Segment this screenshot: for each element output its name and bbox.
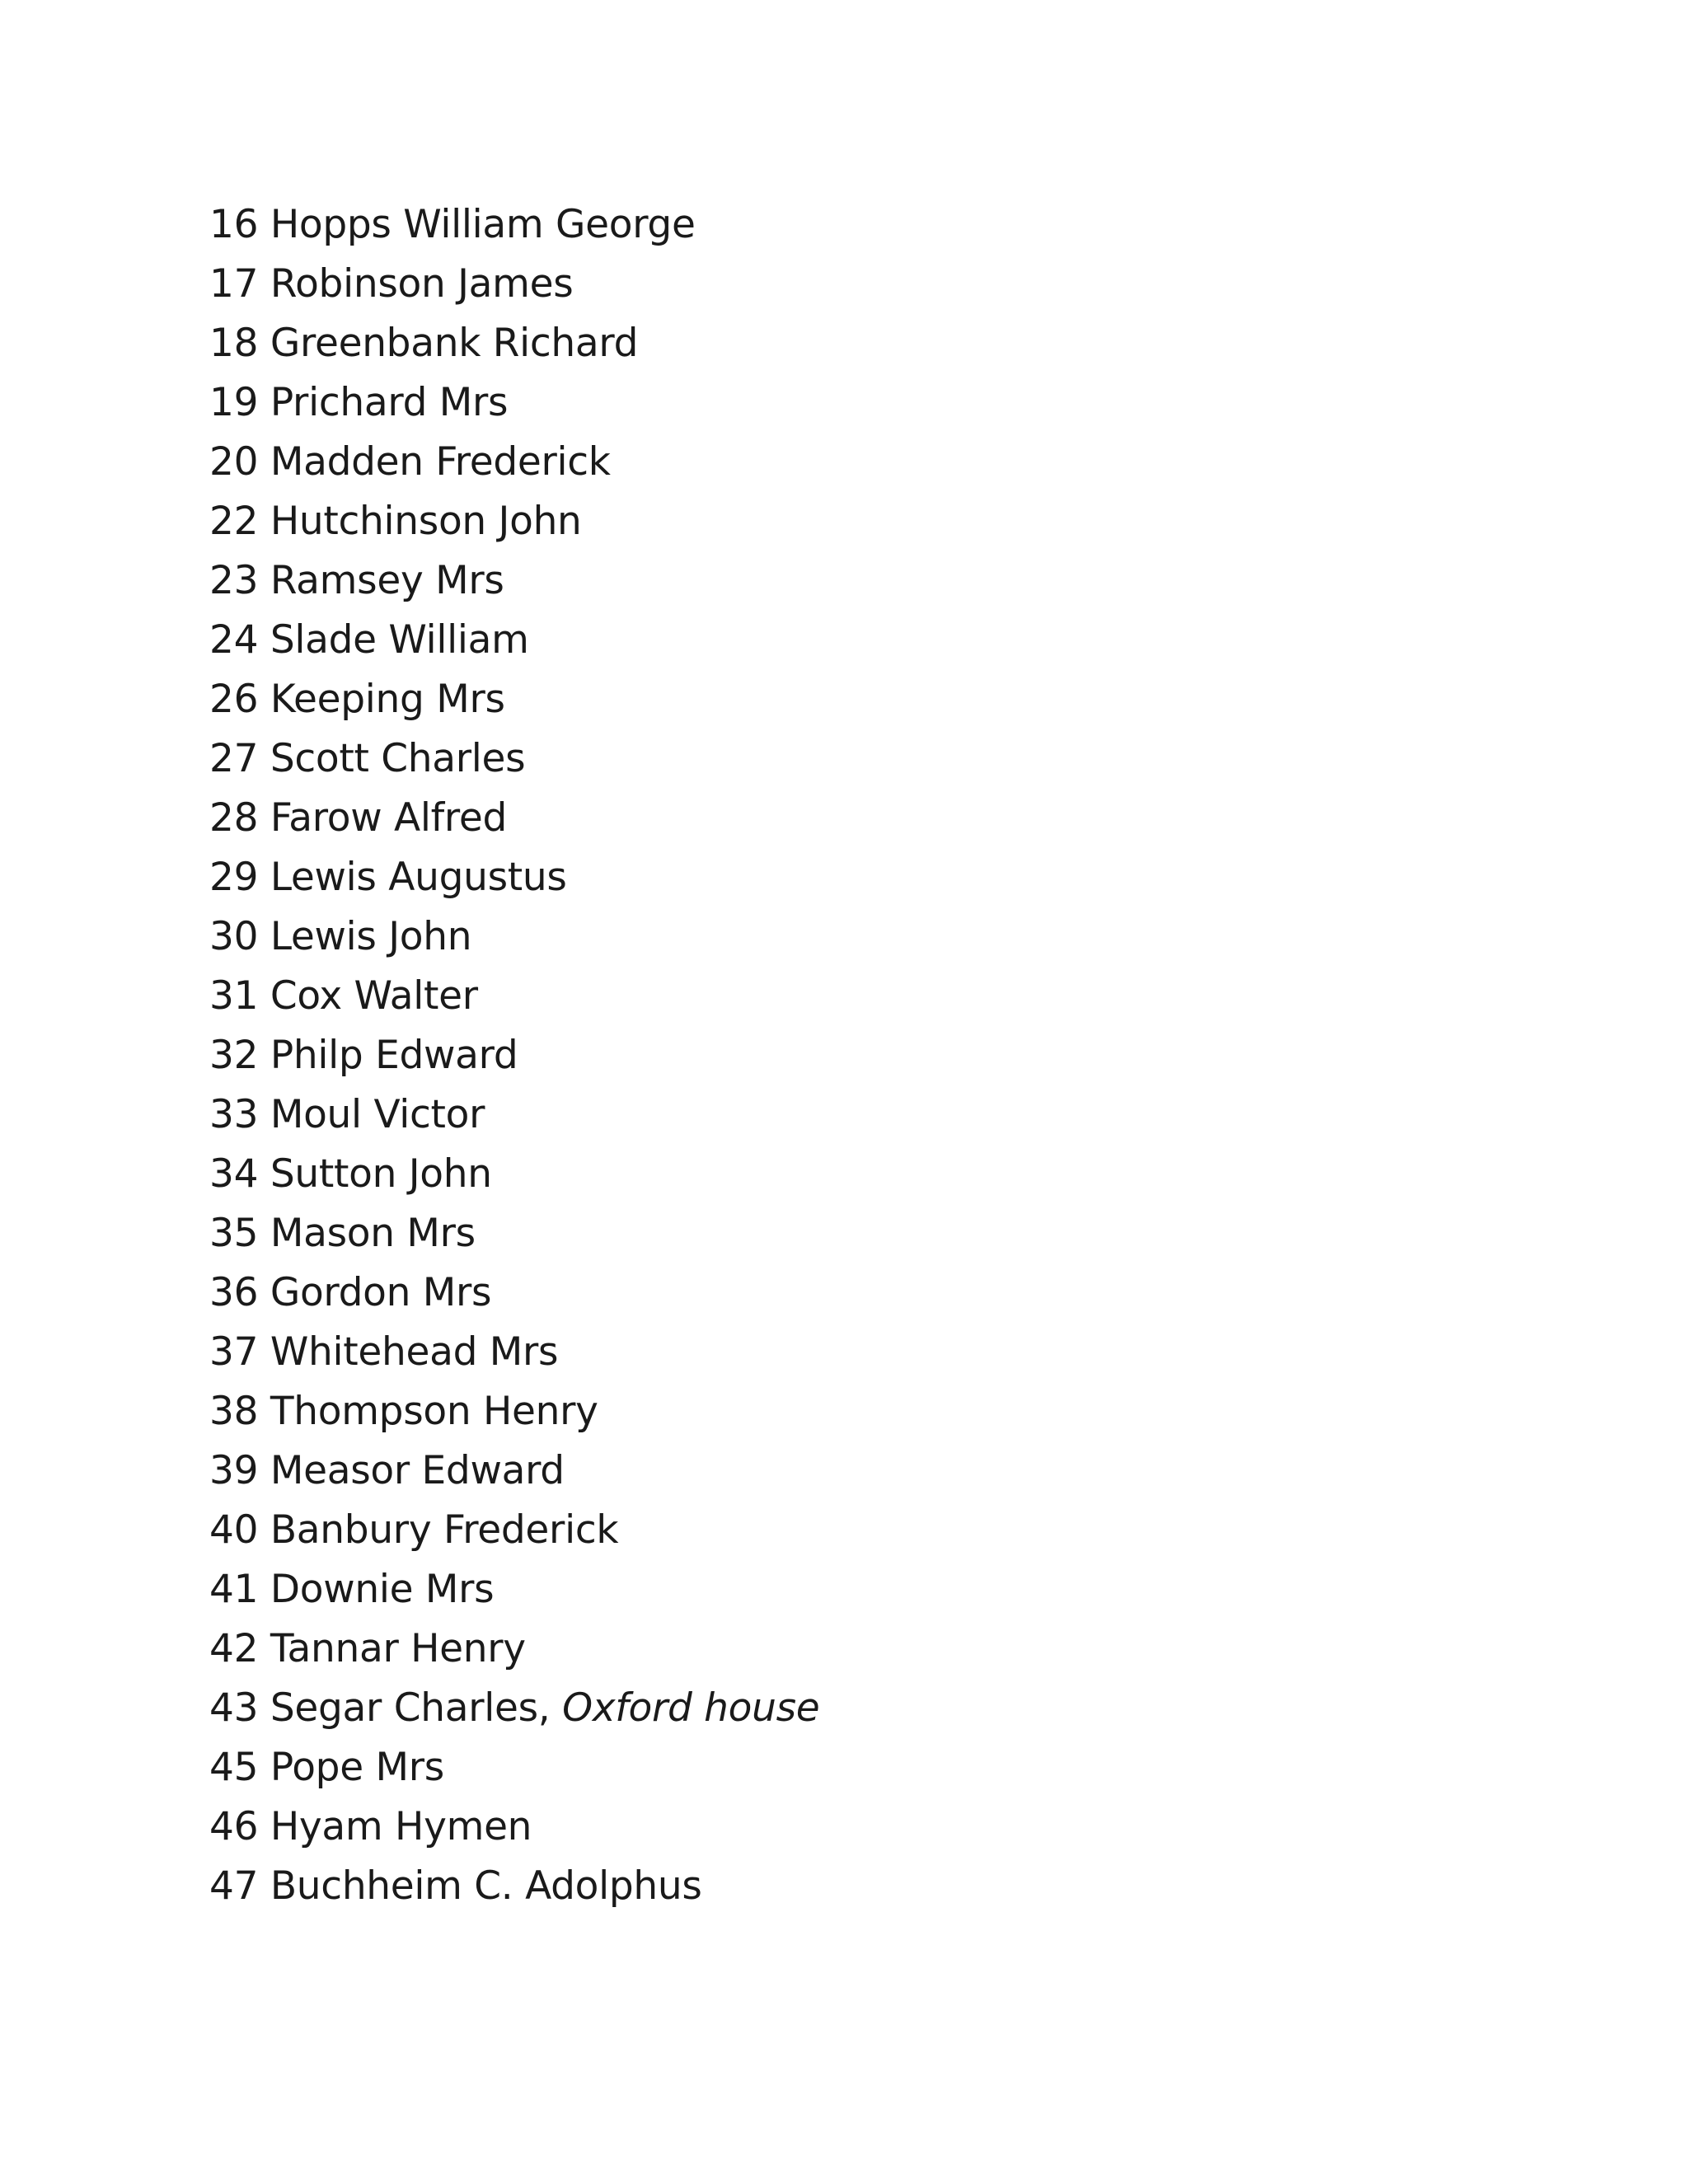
entry-text: 22 Hutchinson John [209,499,582,544]
list-item [209,1738,819,1797]
directory-list [209,195,819,1916]
entry-text: 47 Buchheim C. Adolphus [209,1863,702,1909]
entry-text: 39 Measor Edward [209,1448,565,1493]
list-item [209,1679,819,1738]
list-item [209,433,819,492]
list-item [209,1619,819,1679]
entry-text: 36 Gordon Mrs [209,1270,492,1315]
entry-text: 16 Hopps William George [209,202,696,247]
entry-text: 43 Segar Charles, [209,1685,563,1731]
list-item [209,1145,819,1204]
entry-text: 31 Cox Walter [209,973,478,1019]
list-item [209,1797,819,1857]
list-item [209,1085,819,1145]
entry-note: Oxford house [562,1685,820,1731]
list-item [209,492,819,551]
entry-text: 18 Greenbank Richard [209,321,639,366]
entry-text: 38 Thompson Henry [209,1389,598,1434]
list-item [209,255,819,314]
list-item [209,907,819,967]
list-item [209,1204,819,1263]
entry-text: 46 Hyam Hymen [209,1804,532,1849]
entry-text: 17 Robinson James [209,261,574,307]
list-item [209,314,819,373]
entry-text: 24 Slade William [209,617,529,663]
entry-text: 32 Philp Edward [209,1033,518,1078]
list-item [209,551,819,611]
list-item [209,1026,819,1085]
list-item [209,373,819,433]
list-item [209,611,819,670]
entry-text: 34 Sutton John [209,1151,492,1197]
entry-text: 23 Ramsey Mrs [209,558,504,603]
entry-text: 26 Keeping Mrs [209,677,505,722]
list-item [209,967,819,1026]
entry-text: 27 Scott Charles [209,736,526,781]
entry-text: 19 Prichard Mrs [209,380,509,425]
list-item [209,1857,819,1916]
list-item [209,1501,819,1560]
entry-text: 37 Whitehead Mrs [209,1329,559,1375]
list-item [209,195,819,255]
entry-text: 42 Tannar Henry [209,1626,526,1671]
list-item [209,789,819,848]
list-item [209,1441,819,1501]
list-item [209,1560,819,1619]
entry-text: 41 Downie Mrs [209,1567,495,1612]
entry-text: 30 Lewis John [209,914,472,959]
entry-text: 28 Farow Alfred [209,795,507,841]
list-item [209,848,819,907]
list-item [209,1382,819,1441]
entry-text: 29 Lewis Augustus [209,855,567,900]
list-item [209,670,819,729]
entry-text: 40 Banbury Frederick [209,1507,619,1553]
list-item [209,729,819,789]
entry-text: 20 Madden Frederick [209,439,611,485]
entry-text: 45 Pope Mrs [209,1745,444,1790]
list-item [209,1323,819,1382]
list-item [209,1263,819,1323]
entry-text: 33 Moul Victor [209,1092,485,1137]
entry-text: 35 Mason Mrs [209,1211,476,1256]
